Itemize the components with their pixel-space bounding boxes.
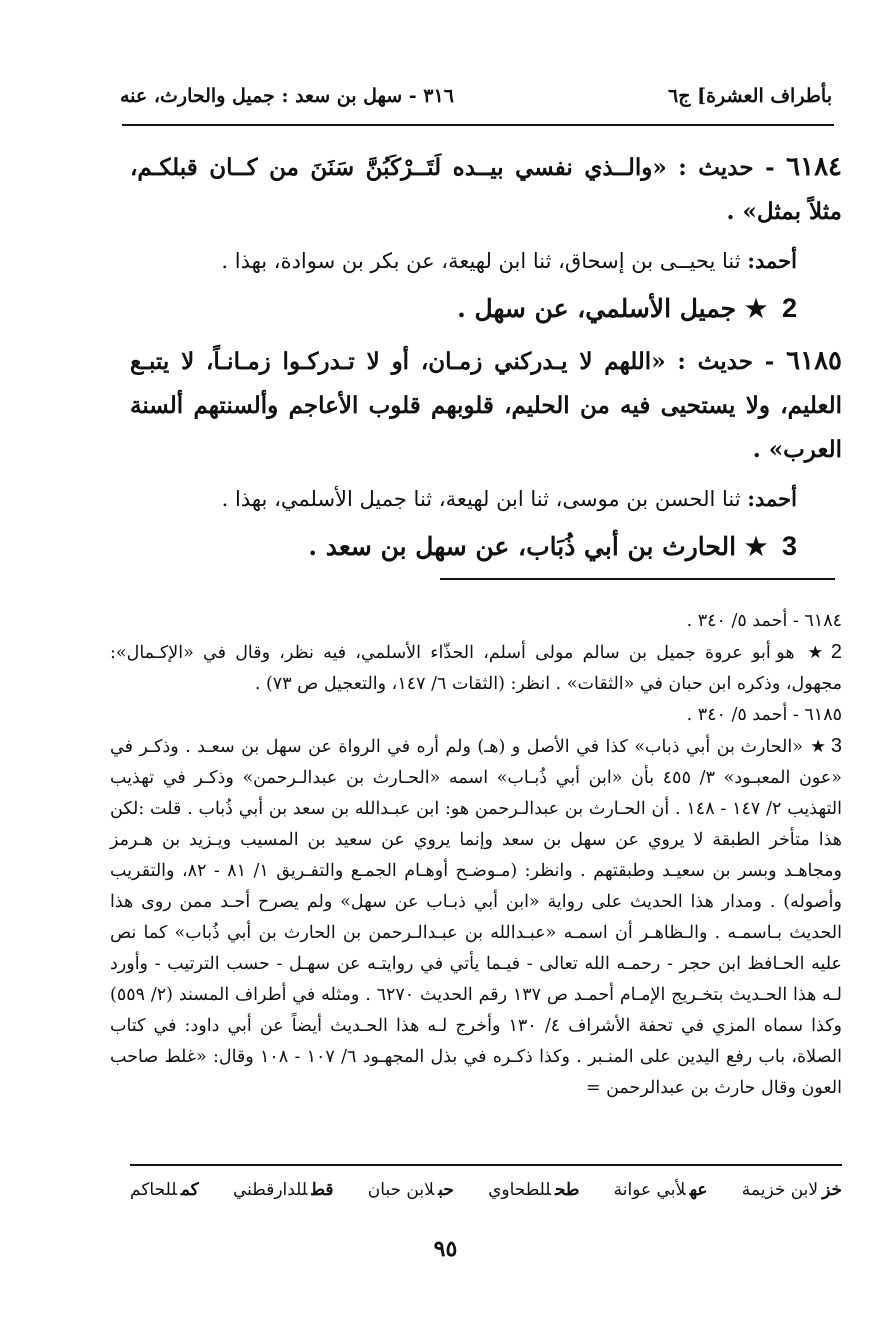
footnote-narrator-3 [110,731,842,1104]
abbreviation-item: خزلابن خزيمة [741,1180,842,1200]
abbreviation-item: عهلأبي عوانة [613,1180,708,1200]
abbreviation-item: طحللطحاوي [488,1180,580,1200]
abbreviations-key [130,1180,842,1200]
star-icon: ★ [744,532,768,561]
isnad-text: ثنا الحسن بن موسى، ثنا ابن لهيعة، ثنا جميل الأسلمي، بهذا . [221,487,748,511]
isnad-line [130,480,797,518]
running-header [120,78,832,114]
hadith-number: ٦١٨٥ [786,346,842,376]
isnad-source: أحمد: [747,486,797,511]
abbreviation-item: كمللحاكم [130,1180,199,1200]
narrator-index: 2 [781,293,797,323]
abbreviations-divider [130,1164,842,1166]
header-book-title: بأطراف العشرة] ج٦ [668,85,832,107]
footnote-text: هو أبو عروة جميل بن سالم مولى أسلم، الحذّاء الأسلمي، فيه نظر، وقال في «الإكـمال»: مجهول، وذكره ابن حبان في «الثقات» . انظر: (الثقات ٦/ ١٤٧، والتعجيل ص ٧٣) . [110,643,842,694]
star-icon: ★ [803,643,827,663]
footnotes [110,606,842,1104]
hadith-entry-6184 [130,145,842,280]
narrator-name: الحارث بن أبي ذُبَاب، عن سهل بن سعد . [308,532,737,561]
footnote-6184: ٦١٨٤ - أحمد ٥/ ٣٤٠ . [686,611,842,631]
footnote-text: «الحارث بن أبي ذباب» كذا في الأصل و (هـ) ولم أره في الرواة عن سهل بن سعـد . وذكـر في «عون المعبـود» ٣/ ٤٥٥ بأن «ابن أبي ذُبـاب» اسمه «الحـارث بن عبدالـرحمن» وذكـر في تهذيب التهذيب ٢/ ١٤٧ - ١٤٨ . أن الحـارث بن عبدالـرحمن هو: ابن عبـدالله بن سعد بن أبي ذُباب . قلت :لكن هذا متأخر الطبقة لا يروي عن سهل بن سعد وإنما يروي عن سعيد بن المسيب ويـزيد بن هـرمز ومجاهـد وبسر بن سعيـد وطبقتهم . وانظر: (مـوضـح أوهـام الجمـع والتفـريق ١/ ٨١ - ٨٢، والتقريب وأصوله) . ومدار هذا الحديث على رواية «ابن أبي ذبـاب عن سهل» ولم يصرح أحـد ممن روى هذا الحديث بـاسمـه . والـظاهـر أن اسمـه «عبـدالله بن عبـدالـرحمن بن الحارث بن أبي ذُباب» كما نص عليه الحـافظ ابن حجر - رحمـه الله تعالى - فيـما يأتي في روايتـه عن سهـل - حسب الترتيب - وأورد لـه هذا الحـديث بتخـريج الإمـام أحمـد ص ١٣٧ رقم الحديث ٦٢٧٠ . ومثله في أطراف المسند (٢/ ٥٥٩) وكذا سماه المزي في تحفة الأشراف ٤/ ١٣٠ وأخرج لـه هذا الحـديث أيضاً عن أبي داود: في كتاب الصلاة، باب رفع اليدين على المنـبر . وكذا ذكـره في بذل المجهـود ٦/ ١٠٧ - ١٠٨ وقال: «غلط صاحب العون وقال حارث بن عبدالرحمن = [110,737,843,1098]
isnad-source: أحمد: [747,248,797,273]
isnad-line [130,242,797,280]
star-icon: ★ [744,294,768,323]
hadith-text: - حديث : «اللهم لا يـدركني زمـان، أو لا تـدركـوا زمـانـاً، لا يتبـع العليم، ولا يستحيى فيه من الحليم، قلوبهم قلوب الأعاجم وألسنتهم ألسنة العرب» . [130,348,842,463]
isnad-text: ثنا يحيــى بن إسحاق، ثنا ابن لهيعة، عن بكر بن سوادة، بهذا . [221,249,748,273]
footnote-separator [440,578,835,580]
page-number: ٩٥ [433,1236,458,1262]
star-icon: ★ [809,737,827,757]
hadith-text: - حديث : «والــذي نفسي بيــده لَتَــرْكَبُنَّ سَنَنَ من كــان قبلكـم، مثلاً بمثل» . [130,154,842,225]
narrator-heading-3 [130,522,797,571]
abbreviation-item: قطللدارقطني [232,1180,334,1200]
hadith-entry-6185 [130,339,842,518]
footnote-narrator-2 [110,637,842,700]
main-text [130,145,842,577]
footnote-marker-number: 3 [830,735,842,757]
narrator-heading-2 [130,284,797,333]
footnote-6185: ٦١٨٥ - أحمد ٥/ ٣٤٠ . [686,705,842,725]
footnote-marker-number: 2 [830,641,842,663]
hadith-number: ٦١٨٤ [786,152,842,182]
narrator-index: 3 [781,531,797,561]
header-section-title: ٣١٦ - سهل بن سعد : جميل والحارث، عنه [120,85,454,107]
header-divider [122,124,834,126]
narrator-name: جميل الأسلمي، عن سهل . [457,294,737,323]
abbreviation-item: حبلابن حبان [367,1180,454,1200]
